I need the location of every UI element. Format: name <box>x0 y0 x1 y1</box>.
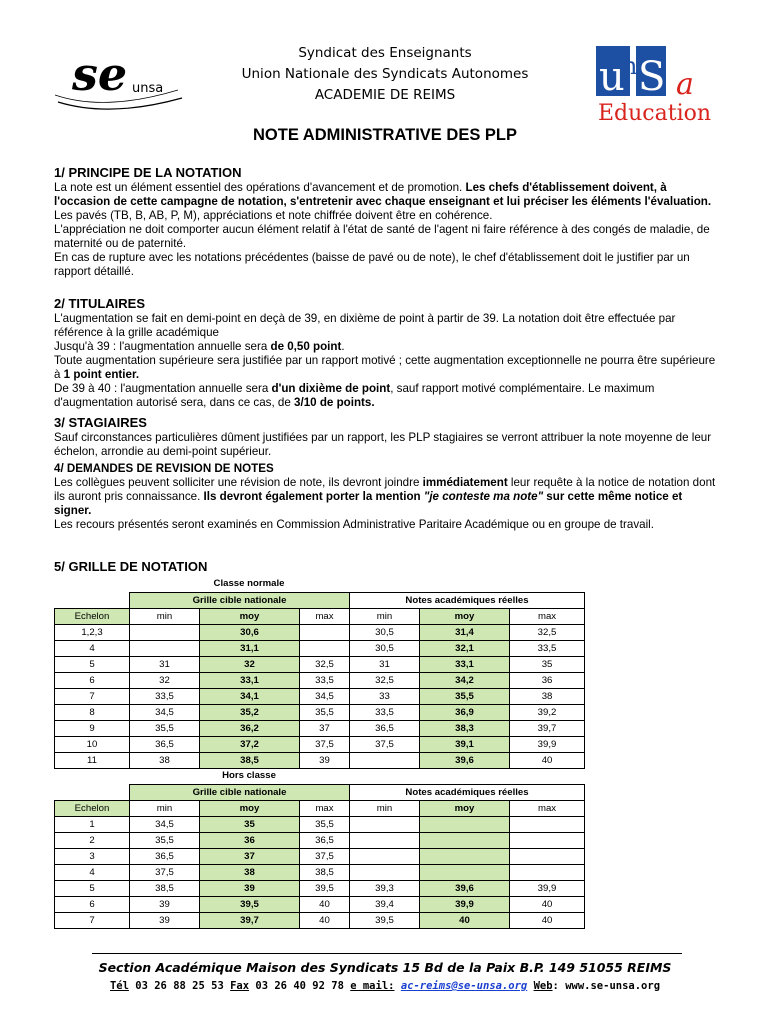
table-hors-cell: 39 <box>130 913 200 929</box>
section-4-heading: 4/ DEMANDES DE REVISION DE NOTES <box>54 462 274 475</box>
footer-fax: 03 26 40 92 78 <box>249 980 351 992</box>
table-hors-cell: 39 <box>200 881 300 897</box>
table-hors-group-1: Grille cible nationale <box>130 785 350 801</box>
table-normal-group-2: Notes académiques réelles <box>350 593 585 609</box>
table-normal-cell: 33,5 <box>350 705 420 721</box>
table-hors-cell: 38 <box>200 865 300 881</box>
table-hors-cell: 40 <box>300 897 350 913</box>
table-normal-cell: 36 <box>510 673 585 689</box>
table-hors-cell <box>510 817 585 833</box>
table-normal-cell: 11 <box>55 753 130 769</box>
table-normal-cell: 39,7 <box>510 721 585 737</box>
table-normal-cell: 6 <box>55 673 130 689</box>
table-normal-cell: 33 <box>350 689 420 705</box>
table-normal-header-echelon: Echelon <box>55 609 130 625</box>
table-normal-cell: 32,5 <box>300 657 350 673</box>
table-hors-caption: Hors classe <box>222 770 276 781</box>
table-hors-header: max <box>300 801 350 817</box>
table-hors-header: moy <box>200 801 300 817</box>
table-hors-cell: 2 <box>55 833 130 849</box>
table-normal-cell: 39,1 <box>420 737 510 753</box>
section-1-p1: La note est un élément essentiel des opérations d'avancement et de promotion. Les chefs d'établissement doivent, à l'occasion de cette campagne de notation, s'entretenir avec chaque enseignant et lui préciser les éléments l'évaluation. <box>54 181 712 208</box>
table-hors-cell: 39,5 <box>200 897 300 913</box>
table-normal-row <box>55 657 585 673</box>
table-normal-header: max <box>510 609 585 625</box>
table-hors-cell: 34,5 <box>130 817 200 833</box>
table-hors-cell: 39,9 <box>510 881 585 897</box>
table-hors-cell: 7 <box>55 913 130 929</box>
table-hors-row <box>55 849 585 865</box>
table-hors-cell: 36 <box>200 833 300 849</box>
table-normal-cell: 34,5 <box>300 689 350 705</box>
table-hors-cell: 35 <box>200 817 300 833</box>
unsa-logo-sub: Education <box>598 101 712 124</box>
se-logo-sub: unsa <box>132 81 164 96</box>
table-normal-header: max <box>300 609 350 625</box>
section-1 <box>54 165 719 279</box>
section-5 <box>54 559 719 575</box>
table-hors-header: max <box>510 801 585 817</box>
table-normal-cell <box>350 753 420 769</box>
footer-tel-label: Tél <box>109 980 129 992</box>
table-normal-cell: 32 <box>130 673 200 689</box>
section-2 <box>54 296 719 410</box>
table-normal-cell: 38,5 <box>200 753 300 769</box>
table-hors-cell: 4 <box>55 865 130 881</box>
table-normal-cell: 8 <box>55 705 130 721</box>
table-normal-cell: 37,2 <box>200 737 300 753</box>
table-hors-cell: 39,9 <box>420 897 510 913</box>
table-normal-cell: 36,5 <box>130 737 200 753</box>
footer-fax-label: Fax <box>230 980 250 992</box>
page-title: NOTE ADMINISTRATIVE DES PLP <box>252 126 518 144</box>
table-normal-cell: 10 <box>55 737 130 753</box>
table-hors-cell <box>350 817 420 833</box>
table-normal-cell: 5 <box>55 657 130 673</box>
footer-contacts <box>0 980 770 992</box>
table-normal-cell <box>130 641 200 657</box>
table-normal-row <box>55 737 585 753</box>
section-2-p3: Toute augmentation supérieure sera justifiée par un rapport motivé ; cette augmentation exceptionnelle ne pourra être supérieure à 1 point entier. <box>54 354 716 381</box>
table-hors-cell <box>510 849 585 865</box>
svg-text:a: a <box>676 67 694 102</box>
table-hors-cell <box>350 833 420 849</box>
table-normal-cell: 34,2 <box>420 673 510 689</box>
table-hors-cell: 39,7 <box>200 913 300 929</box>
section-1-p3: L'appréciation ne doit comporter aucun élément relatif à l'état de santé de l'agent ni faire référence à des congés de maladie, de maternité ou de paternité. <box>54 223 710 250</box>
table-hors-cell: 40 <box>510 897 585 913</box>
table-normal-cell <box>300 641 350 657</box>
svg-text:u: u <box>599 54 625 100</box>
table-normal-cell: 39 <box>300 753 350 769</box>
table-normal-cell: 39,9 <box>510 737 585 753</box>
table-normal-header: moy <box>420 609 510 625</box>
table-normal-cell: 38 <box>510 689 585 705</box>
footer-email-link[interactable]: ac-reims@se-unsa.org <box>400 980 528 992</box>
table-hors-cell: 39,5 <box>300 881 350 897</box>
table-normal-cell: 39,2 <box>510 705 585 721</box>
table-normal-row <box>55 689 585 705</box>
table-normal-row <box>55 625 585 641</box>
footer-web-link[interactable]: : www.se-unsa.org <box>552 980 661 992</box>
table-normal-cell: 33,5 <box>510 641 585 657</box>
table-normal-cell: 30,5 <box>350 625 420 641</box>
table-normal-cell: 30,5 <box>350 641 420 657</box>
table-normal-cell: 34,1 <box>200 689 300 705</box>
table-normal-cell: 33,1 <box>420 657 510 673</box>
table-normal-cell: 38 <box>130 753 200 769</box>
table-normal-cell: 33,5 <box>300 673 350 689</box>
table-hors-cell: 37,5 <box>130 865 200 881</box>
table-hors-cell: 36,5 <box>300 833 350 849</box>
table-normal-row <box>55 753 585 769</box>
table-normal-row <box>55 705 585 721</box>
table-normal-row <box>55 641 585 657</box>
table-normal-cell: 30,6 <box>200 625 300 641</box>
table-normal-cell: 36,2 <box>200 721 300 737</box>
table-normal-cell: 33,5 <box>130 689 200 705</box>
section-3-heading: 3/ STAGIAIRES <box>54 415 147 430</box>
table-hors-group-2: Notes académiques réelles <box>350 785 585 801</box>
table-normal-cell: 39,6 <box>420 753 510 769</box>
section-3-p1: Sauf circonstances particulières dûment justifiées par un rapport, les PLP stagiaires se verront attribuer la note moyenne de leur échelon, arrondie au demi-point supérieur. <box>54 431 712 458</box>
table-normal-caption: Classe normale <box>213 578 285 589</box>
table-normal-cell: 31,4 <box>420 625 510 641</box>
table-hors-cell: 38,5 <box>300 865 350 881</box>
table-hors-cell: 39,4 <box>350 897 420 913</box>
table-normal-cell: 31 <box>350 657 420 673</box>
table-normal-cell: 34,5 <box>130 705 200 721</box>
section-1-p4: En cas de rupture avec les notations précédentes (baisse de pavé ou de note), le chef d'établissement doit le justifier par un rapport détaillé. <box>54 251 690 278</box>
footer-mail-label: e mail: <box>350 980 395 992</box>
table-normal-cell: 1,2,3 <box>55 625 130 641</box>
table-normal-cell: 32 <box>200 657 300 673</box>
table-normal-cell: 7 <box>55 689 130 705</box>
table-normal-cell: 35 <box>510 657 585 673</box>
section-2-p4: De 39 à 40 : l'augmentation annuelle sera d'un dixième de point, sauf rapport motivé complémentaire. Le maximum d'augmentation autorisé sera, dans ce cas, de 3/10 de points. <box>54 382 655 409</box>
table-hors-cell: 6 <box>55 897 130 913</box>
table-normal-cell: 32,5 <box>350 673 420 689</box>
section-4-p1: Les collègues peuvent solliciter une révision de note, ils devront joindre immédiatement leur requête à la notice de notation dont ils auront pris connaissance. Ils devront également porter la mention "je conteste ma note" sur cette même notice et signer. <box>54 476 716 517</box>
table-hors-cell: 5 <box>55 881 130 897</box>
table-hors-row <box>55 913 585 929</box>
table-normal-cell: 35,5 <box>420 689 510 705</box>
table-hors-cell <box>510 865 585 881</box>
table-normal-cell: 31 <box>130 657 200 673</box>
table-hors-cell: 37 <box>200 849 300 865</box>
header-line-1: Syndicat des Enseignants <box>298 45 472 61</box>
table-hors-header: min <box>130 801 200 817</box>
section-5-heading: 5/ GRILLE DE NOTATION <box>54 559 208 574</box>
se-logo-text: se <box>72 47 128 101</box>
table-normal-header: moy <box>200 609 300 625</box>
table-normal-header: min <box>350 609 420 625</box>
section-1-heading: 1/ PRINCIPE DE LA NOTATION <box>54 165 242 180</box>
table-hors-header: min <box>350 801 420 817</box>
table-normal-cell: 32,5 <box>510 625 585 641</box>
table-hors-cell <box>350 849 420 865</box>
section-2-heading: 2/ TITULAIRES <box>54 296 146 311</box>
table-hors-row <box>55 865 585 881</box>
footer-web-label: Web <box>533 980 553 992</box>
table-normal-row <box>55 673 585 689</box>
table-normal-cell: 35,2 <box>200 705 300 721</box>
table-hors-cell: 36,5 <box>130 849 200 865</box>
section-4-p2: Les recours présentés seront examinés en Commission Administrative Paritaire Académique ou en groupe de travail. <box>54 518 654 531</box>
section-1-p2: Les pavés (TB, B, AB, P, M), appréciations et note chiffrée doivent être en cohérence. <box>54 209 493 222</box>
table-hors-row <box>55 897 585 913</box>
table-hors-cell: 35,5 <box>300 817 350 833</box>
table-normal-cell: 9 <box>55 721 130 737</box>
table-hors-cell: 38,5 <box>130 881 200 897</box>
table-normal-cell: 4 <box>55 641 130 657</box>
header-line-2: Union Nationale des Syndicats Autonomes <box>241 66 529 82</box>
table-hors-cell: 3 <box>55 849 130 865</box>
table-hors-cell <box>420 849 510 865</box>
table-normal-cell: 31,1 <box>200 641 300 657</box>
footer-divider <box>92 953 682 954</box>
table-hors-cell: 39,5 <box>350 913 420 929</box>
table-normal-cell: 37,5 <box>350 737 420 753</box>
table-normal-cell: 40 <box>510 753 585 769</box>
table-normal-cell <box>300 625 350 641</box>
footer-tel: 03 26 88 25 53 <box>128 980 231 992</box>
table-hors-cell: 39 <box>130 897 200 913</box>
table-hors-cell <box>420 833 510 849</box>
section-2-p2: Jusqu'à 39 : l'augmentation annuelle sera de 0,50 point. <box>54 340 345 353</box>
table-normal-cell: 35,5 <box>300 705 350 721</box>
table-hors-cell: 40 <box>300 913 350 929</box>
table-classe-normale <box>54 592 585 769</box>
table-hors-cell <box>510 833 585 849</box>
table-hors-cell: 40 <box>420 913 510 929</box>
table-normal-cell: 37 <box>300 721 350 737</box>
table-normal-cell <box>130 625 200 641</box>
header-line-3: ACADEMIE DE REIMS <box>314 87 456 103</box>
table-hors-cell: 40 <box>510 913 585 929</box>
table-hors-header: moy <box>420 801 510 817</box>
table-normal-cell: 32,1 <box>420 641 510 657</box>
table-normal-cell: 33,1 <box>200 673 300 689</box>
section-2-p1: L'augmentation se fait en demi-point en deçà de 39, en dixième de point à partir de 39. La notation doit être effectuée par référence à la grille académique <box>54 312 676 339</box>
table-hors-row <box>55 833 585 849</box>
section-3 <box>54 415 719 459</box>
svg-text:S: S <box>638 54 666 100</box>
table-hors-cell: 37,5 <box>300 849 350 865</box>
svg-text:n: n <box>622 52 638 80</box>
table-hors-cell: 35,5 <box>130 833 200 849</box>
table-hors-row <box>55 817 585 833</box>
table-hors-cell: 1 <box>55 817 130 833</box>
table-hors-cell <box>350 865 420 881</box>
table-normal-cell: 36,9 <box>420 705 510 721</box>
table-normal-group-1: Grille cible nationale <box>130 593 350 609</box>
table-normal-header: min <box>130 609 200 625</box>
table-hors-header-echelon: Echelon <box>55 801 130 817</box>
table-normal-cell: 38,3 <box>420 721 510 737</box>
table-normal-cell: 35,5 <box>130 721 200 737</box>
table-hors-cell: 39,6 <box>420 881 510 897</box>
table-hors-row <box>55 881 585 897</box>
footer-address: Section Académique Maison des Syndicats 15 Bd de la Paix B.P. 149 51055 REIMS <box>98 960 672 975</box>
table-hors-classe <box>54 784 585 929</box>
table-normal-cell: 37,5 <box>300 737 350 753</box>
table-normal-cell: 36,5 <box>350 721 420 737</box>
section-4 <box>54 462 719 532</box>
table-hors-cell <box>420 817 510 833</box>
table-hors-cell <box>420 865 510 881</box>
table-hors-cell: 39,3 <box>350 881 420 897</box>
table-normal-row <box>55 721 585 737</box>
